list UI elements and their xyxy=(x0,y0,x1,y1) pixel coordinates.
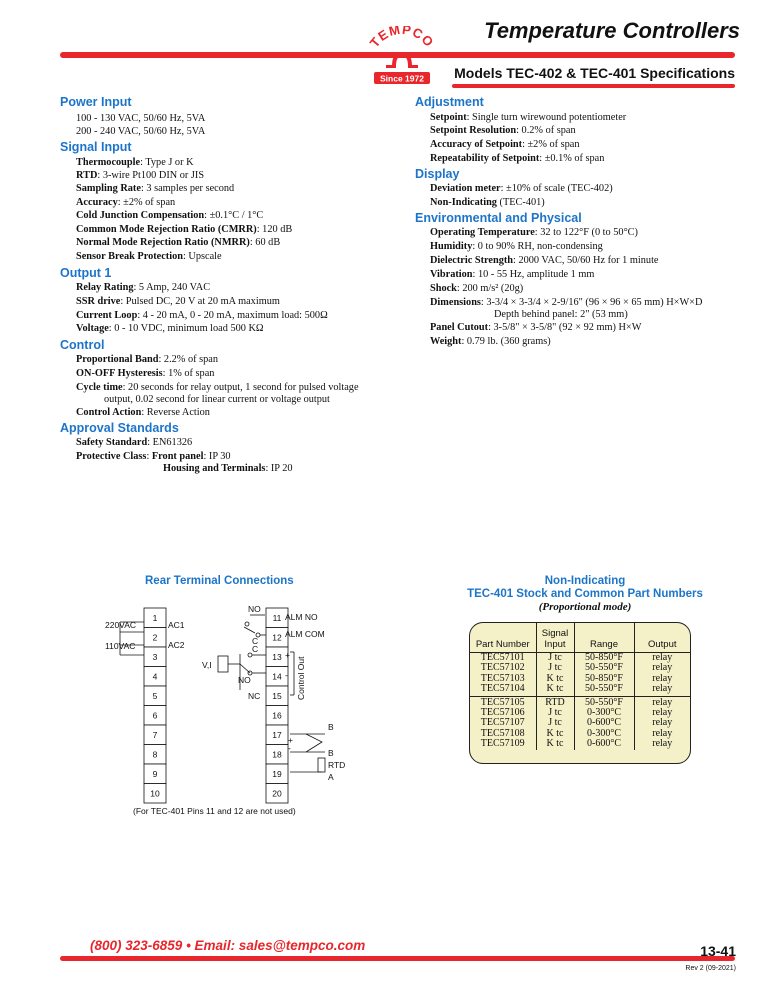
terminal-note: (For TEC-401 Pins 11 and 12 are not used) xyxy=(133,806,296,816)
table-cell: TEC57109 xyxy=(470,739,536,749)
label-b2: B xyxy=(328,748,334,758)
table-cell: relay xyxy=(652,717,673,729)
table-cell: K tc xyxy=(536,729,574,739)
left-pin-number: 8 xyxy=(152,749,158,760)
label-nc: NC xyxy=(248,691,261,701)
table-cell: TEC57101 xyxy=(470,653,536,664)
table-cell: 0-600°C xyxy=(574,718,634,728)
table-row xyxy=(470,684,690,696)
table-cell: relay xyxy=(652,727,673,739)
label-tc-plus: + xyxy=(288,735,293,745)
subtitle-rule xyxy=(452,84,735,88)
table-cell: relay xyxy=(652,662,673,674)
left-pin-number: 3 xyxy=(152,652,158,662)
output1-heading: Output 1 xyxy=(60,266,112,280)
spec-line: Proportional Band: 2.2% of span xyxy=(76,354,218,365)
label-ac2: AC2 xyxy=(168,640,185,650)
label-no-top: NO xyxy=(248,604,261,614)
table-cell: 0-300°C xyxy=(574,708,634,718)
right-pin-number: 15 xyxy=(272,691,282,701)
left-pin-number: 6 xyxy=(152,710,158,721)
label-220vac: 220VAC xyxy=(105,620,137,630)
spec-line: RTD: 3-wire Pt100 DIN or JIS xyxy=(76,170,205,181)
right-pin-number: 20 xyxy=(272,788,282,799)
control-heading: Control xyxy=(60,338,105,352)
table-cell: K tc xyxy=(536,684,574,696)
table-cell: relay xyxy=(652,672,673,684)
spec-line: Safety Standard: EN61326 xyxy=(76,437,193,448)
part-numbers-table xyxy=(469,622,691,764)
table-cell: J tc xyxy=(536,653,574,664)
column-header: Signal Input xyxy=(536,623,574,653)
right-pin-number: 11 xyxy=(272,613,282,623)
table-cell: J tc xyxy=(536,663,574,673)
table-cell: TEC57106 xyxy=(470,708,536,718)
tempco-logo xyxy=(360,26,444,86)
parts-title-line2: TEC-401 Stock and Common Part Numbers xyxy=(467,588,703,600)
signal-input-heading: Signal Input xyxy=(60,140,132,154)
parts-title-line1: Non-Indicating xyxy=(544,575,626,587)
table-cell: 50-850°F xyxy=(574,674,634,684)
environmental-heading: Environmental and Physical xyxy=(415,211,582,225)
page-number: 13-41 xyxy=(700,943,736,959)
spec-line-continued: Depth behind panel: 2" (53 mm) xyxy=(494,309,628,320)
table-cell: TEC57104 xyxy=(470,684,536,696)
table-cell: J tc xyxy=(536,708,574,718)
table-cell: RTD xyxy=(536,696,574,708)
power-line: 200 - 240 VAC, 50/60 Hz, 5VA xyxy=(76,126,206,137)
right-pin-number: 14 xyxy=(272,671,282,682)
table-cell: relay xyxy=(652,696,673,708)
table-cell: 0-600°C xyxy=(574,739,634,749)
spec-line: Shock: 200 m/s² (20g) xyxy=(430,283,524,294)
table-cell: relay xyxy=(652,738,673,750)
table-cell: 50-550°F xyxy=(574,684,634,696)
svg-text:Since 1972: Since 1972 xyxy=(380,73,424,84)
spec-line: Weight: 0.79 lb. (360 grams) xyxy=(430,336,551,347)
spec-line: Current Loop: 4 - 20 mA, 0 - 20 mA, maximum load: 500Ω xyxy=(76,310,328,321)
label-alm-com: ALM COM xyxy=(285,629,325,639)
left-pin-number: 7 xyxy=(152,730,158,740)
table-cell: TEC57105 xyxy=(470,696,536,708)
right-pin-number: 17 xyxy=(272,730,282,740)
spec-line: Deviation meter: ±10% of scale (TEC-402) xyxy=(430,183,613,194)
left-pin-number: 10 xyxy=(150,788,160,799)
spec-line: Dimensions: 3-3/4 × 3-3/4 × 2-9/16" (96 × 96 × 65 mm) H×W×D xyxy=(430,297,703,308)
table-cell: TEC57108 xyxy=(470,729,536,739)
spec-line: Relay Rating: 5 Amp, 240 VAC xyxy=(76,282,211,293)
spec-line: Accuracy of Setpoint: ±2% of span xyxy=(430,139,580,150)
table-row xyxy=(470,739,690,749)
spec-line: SSR drive: Pulsed DC, 20 V at 20 mA maximum xyxy=(76,296,280,307)
spec-line: Setpoint: Single turn wirewound potentiometer xyxy=(430,112,627,123)
left-pin-number: 4 xyxy=(152,671,158,682)
label-minus: - xyxy=(285,670,288,680)
power-input-heading: Power Input xyxy=(60,95,132,109)
label-plus: + xyxy=(285,650,290,660)
table-cell: TEC57107 xyxy=(470,718,536,728)
spec-line: Control Action: Reverse Action xyxy=(76,407,210,418)
spec-line-continued: output, 0.02 second for linear current or voltage output xyxy=(104,394,330,405)
spec-line: Dielectric Strength: 2000 VAC, 50/60 Hz for 1 minute xyxy=(430,255,659,266)
right-pin-number: 18 xyxy=(272,749,282,760)
spec-line: Sampling Rate: 3 samples per second xyxy=(76,183,235,194)
label-vi: V,I xyxy=(202,660,212,670)
models-subtitle: Models TEC-402 & TEC-401 Specifications xyxy=(454,65,735,81)
table-cell: 50-550°F xyxy=(574,663,634,673)
display-heading: Display xyxy=(415,167,460,181)
right-pin-number: 12 xyxy=(272,632,282,643)
approval-heading: Approval Standards xyxy=(60,421,179,435)
spec-line: Non-Indicating (TEC-401) xyxy=(430,197,545,208)
power-line: 100 - 130 VAC, 50/60 Hz, 5VA xyxy=(76,113,206,124)
spec-line: Cold Junction Compensation: ±0.1°C / 1°C xyxy=(76,210,264,221)
spec-line: Voltage: 0 - 10 VDC, minimum load 500 KΩ xyxy=(76,323,264,334)
spec-line: Normal Mode Rejection Ratio (NMRR): 60 dB xyxy=(76,237,281,248)
column-header: Output xyxy=(634,623,690,653)
adjustment-heading: Adjustment xyxy=(415,95,484,109)
table-cell: 50-550°F xyxy=(574,696,634,708)
label-a: A xyxy=(328,772,334,782)
table-cell: 50-850°F xyxy=(574,653,634,664)
spec-line: Cycle time: 20 seconds for relay output, 1 second for pulsed voltage xyxy=(76,382,359,393)
spec-line: Common Mode Rejection Ratio (CMRR): 120 dB xyxy=(76,224,293,235)
table-cell: 0-300°C xyxy=(574,729,634,739)
left-pin-number: 2 xyxy=(152,632,158,643)
contact-info: (800) 323-6859 • Email: sales@tempco.com xyxy=(90,938,366,953)
spec-line: Housing and Terminals: IP 20 xyxy=(163,463,293,474)
table-cell: relay xyxy=(634,684,690,696)
left-pin-number: 5 xyxy=(152,691,158,701)
spec-line: Repeatability of Setpoint: ±0.1% of span xyxy=(430,153,605,164)
spec-line: ON-OFF Hysteresis: 1% of span xyxy=(76,368,215,379)
table-cell: relay xyxy=(652,707,673,719)
label-tc-minus: - xyxy=(288,743,291,753)
table-cell: relay xyxy=(652,652,673,663)
left-terminal-block xyxy=(144,608,166,803)
right-pin-number: 13 xyxy=(272,652,282,662)
table-cell: J tc xyxy=(536,718,574,728)
page-title: Temperature Controllers xyxy=(484,18,740,43)
spec-line: Operating Temperature: 32 to 122°F (0 to 50°C) xyxy=(430,227,638,238)
left-pin-number: 1 xyxy=(152,613,158,623)
right-pin-number: 16 xyxy=(272,710,282,721)
table-cell: TEC57103 xyxy=(470,674,536,684)
spec-line: Thermocouple: Type J or K xyxy=(76,157,194,168)
terminal-diagram-title: Rear Terminal Connections xyxy=(145,575,294,587)
table-cell: K tc xyxy=(536,739,574,749)
label-b1: B xyxy=(328,722,334,732)
spec-line: Setpoint Resolution: 0.2% of span xyxy=(430,125,576,136)
label-alm-no: ALM NO xyxy=(285,612,318,622)
label-rtd: RTD xyxy=(328,760,346,770)
svg-text:TEMPCO: TEMPCO xyxy=(366,26,438,51)
table-header-row xyxy=(470,623,690,653)
spec-line: Humidity: 0 to 90% RH, non-condensing xyxy=(430,241,603,252)
footer-rule xyxy=(60,956,735,961)
left-pin-number: 9 xyxy=(152,769,158,779)
label-control-out: Control Out xyxy=(296,656,306,700)
spec-line: Vibration: 10 - 55 Hz, amplitude 1 mm xyxy=(430,269,595,280)
label-c2: C xyxy=(252,644,259,654)
label-110vac: 110VAC xyxy=(105,641,136,651)
revision: Rev 2 (09-2021) xyxy=(685,965,736,972)
spec-line: Protective Class: Front panel: IP 30 xyxy=(76,451,231,462)
label-c1: C xyxy=(252,636,259,646)
column-header: Range xyxy=(574,623,634,653)
column-header: Part Number xyxy=(470,623,536,653)
right-pin-number: 19 xyxy=(272,769,282,779)
spec-line: Sensor Break Protection: Upscale xyxy=(76,251,222,262)
table-cell: TEC57102 xyxy=(470,663,536,673)
spec-line: Accuracy: ±2% of span xyxy=(76,197,176,208)
rear-terminal-diagram xyxy=(100,600,370,805)
spec-line: Panel Cutout: 3-5/8" × 3-5/8" (92 × 92 mm) H×W xyxy=(430,322,642,333)
label-ac1: AC1 xyxy=(168,620,185,630)
parts-title-line3: (Proportional mode) xyxy=(538,601,632,613)
table-cell: K tc xyxy=(536,674,574,684)
label-no-mid: NO xyxy=(238,675,251,685)
